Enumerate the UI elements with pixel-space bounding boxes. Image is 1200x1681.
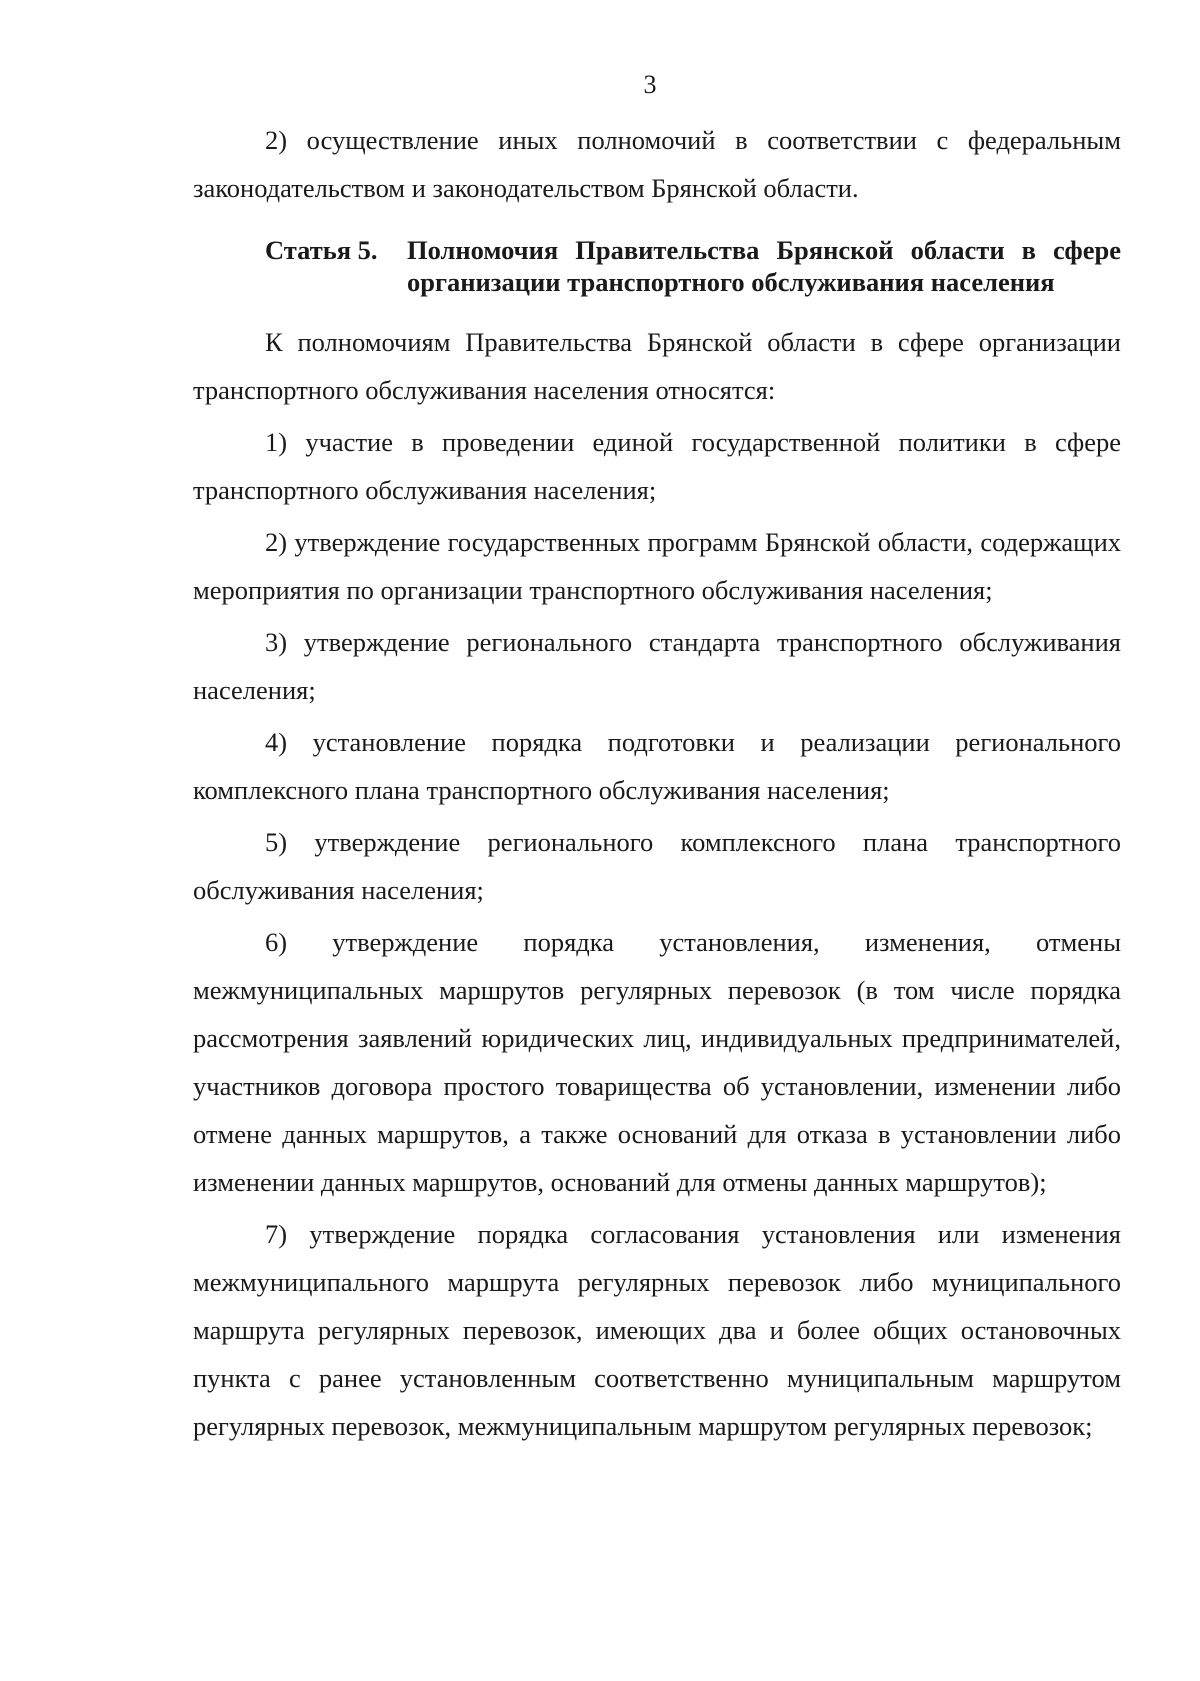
intro-paragraph — [193, 116, 1121, 212]
list-item-5: 5) утверждение регионального комплексного плана транспортного обслуживания населения; — [193, 827, 1121, 905]
article-title-line2: организации транспортного обслуживания населения — [407, 267, 1055, 297]
paragraph-intro: К полномочиям Правительства Брянской области в сфере организации транспортного обслуживания населения относятся: — [193, 327, 1121, 405]
document-body — [193, 116, 1121, 1450]
list-item-1: 1) участие в проведении единой государственной политики в сфере транспортного обслуживания населения; — [193, 427, 1121, 505]
intro-item2-line1: 2) осуществление иных полномочий в соответствии с федеральным — [265, 125, 1121, 155]
list-item-6: 6) утверждение порядка установления, изменения, отмены межмуниципальных маршрутов регулярных перевозок (в том числе порядка рассмотрения заявлений юридических лиц, индивидуальных предпринимателей, участников договора простого товарищества об установлении, изменении либо отмене данных маршрутов, а также оснований для отказа в установлении либо изменении данных маршрутов, оснований для отмены данных маршрутов); — [193, 927, 1121, 1197]
page-number: 3 — [643, 70, 657, 99]
list-item-2: 2) утверждение государственных программ Брянской области, содержащих мероприятия по организации транспортного обслуживания населения; — [193, 527, 1121, 605]
article-title-line1: Полномочия Правительства Брянской области в сфере — [407, 235, 1121, 265]
intro-item2-line2: законодательством и законодательством Брянской области. — [193, 173, 859, 203]
article-label: Статья 5. — [265, 235, 378, 265]
article-title — [407, 234, 1121, 298]
list-item-4: 4) установление порядка подготовки и реализации регионального комплексного плана транспортного обслуживания населения; — [193, 727, 1121, 805]
list-item-3: 3) утверждение регионального стандарта транспортного обслуживания населения; — [193, 627, 1121, 705]
list-item-7: 7) утверждение порядка согласования установления или изменения межмуниципального маршрута регулярных перевозок либо муниципального маршрута регулярных перевозок, имеющих два и более общих остановочных пункта с ранее установленным соответственно муниципальным маршрутом регулярных перевозок, межмуниципальным маршрутом регулярных перевозок; — [193, 1219, 1121, 1441]
article-heading — [193, 234, 1121, 298]
